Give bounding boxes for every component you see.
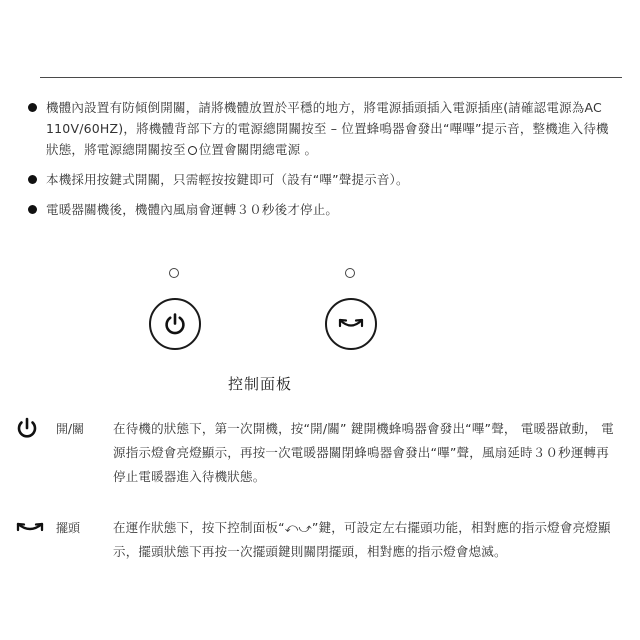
- list-item-text: 電暖器關機後，機體內風扇會運轉３０秒後才停止。: [46, 202, 339, 217]
- list-item-text: 本機採用按鍵式開關，只需輕按按鍵即可（設有“嗶”聲提示音）。: [46, 172, 409, 187]
- top-divider: [40, 77, 622, 78]
- power-button[interactable]: [149, 298, 201, 350]
- list-item-text: 機體內設置有防傾倒開關，請將機體放置於平穩的地方，將電源插頭插入電源插座(請確認電源為AC 110V/60HZ)，將機體背部下方的電源總開關按至 – 位置蜂鳴器會發出“嗶嗶”提示音，整機進入待機狀態，將電源總開關按至: [46, 100, 609, 157]
- list-item: [28, 169, 618, 190]
- oscillation-icon: [336, 314, 366, 334]
- bullet-dot-icon: [28, 175, 37, 184]
- power-description-text: 在待機的狀態下，第一次開機，按“開/關” 鍵開機蜂鳴器會發出“嗶”聲， 電暖器啟動， 電源指示燈會亮燈顯示，再按一次電暖器關閉蜂鳴器會發出“嗶”聲，風扇延時３０秒運轉再停止電暖器進入待機狀態。: [113, 421, 614, 484]
- oscillation-icon: [14, 518, 46, 538]
- off-position-circle-icon: [188, 146, 197, 155]
- control-panel-title: 控制面板: [227, 375, 292, 393]
- power-icon: [14, 417, 40, 441]
- oscillation-description-text: 在運作狀態下，按下控制面板“⤺⤻”鍵，可設定左右擺頭功能，相對應的指示燈會亮燈顯示，擺頭狀態下再按一次擺頭鍵則關閉擺頭，相對應的指示燈會熄滅。: [113, 520, 611, 559]
- oscillation-label: 擺頭: [56, 521, 81, 535]
- list-item: [28, 199, 618, 220]
- list-item: [28, 97, 618, 160]
- oscillation-button[interactable]: [325, 298, 377, 350]
- bullet-dot-icon: [28, 205, 37, 214]
- bullet-dot-icon: [28, 103, 37, 112]
- power-icon: [162, 311, 188, 337]
- list-item-text: 位置會關閉總電源 。: [198, 142, 318, 157]
- oscillation-indicator-light: [345, 268, 355, 278]
- power-indicator-light: [169, 268, 179, 278]
- instruction-list: [28, 97, 618, 229]
- power-label: 開/關: [56, 422, 85, 436]
